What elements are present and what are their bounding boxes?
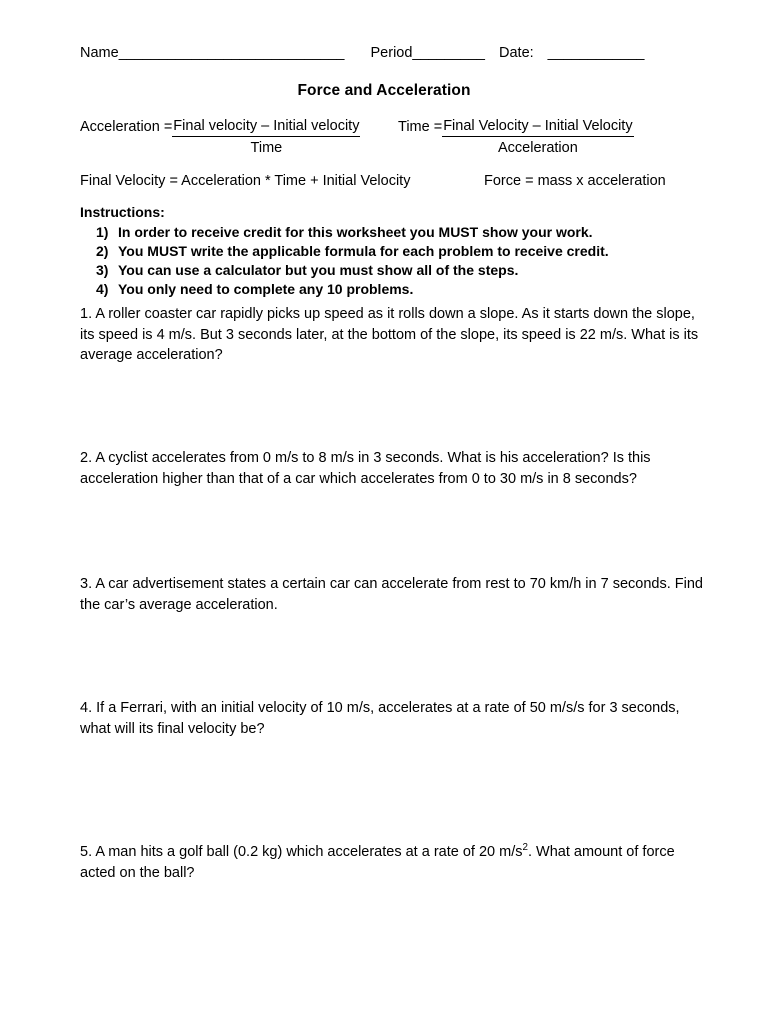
final-velocity-formula: Final Velocity = Acceleration * Time + Initial Velocity: [80, 173, 411, 189]
page-title: Force and Acceleration: [297, 82, 471, 99]
instruction-marker: 3): [96, 262, 109, 278]
date-label: Date:: [499, 45, 534, 61]
force-formula: Force = mass x acceleration: [484, 173, 666, 189]
period-label: Period: [370, 45, 413, 61]
instructions-heading: Instructions:: [80, 204, 165, 220]
problem-5: [80, 842, 712, 883]
time-formula-lead: Time =: [398, 119, 443, 135]
instruction-text: You can use a calculator but you must show all of the steps.: [118, 262, 519, 278]
acceleration-fraction: [172, 117, 360, 158]
problem-1-text: 1. A roller coaster car rapidly picks up speed as it rolls down a slope. As it starts down the slope, its speed is 4 m/s. But 3 seconds later, at the bottom of the slope, its speed is 22 m/s. What is its average acceleration?: [80, 306, 699, 363]
instruction-text: You MUST write the applicable formula for each problem to receive credit.: [118, 243, 609, 259]
problem-1: [80, 304, 712, 366]
period-blank[interactable]: _________: [412, 45, 485, 61]
instructions-block: [80, 203, 700, 299]
problem-5-text-before-superscript: 5. A man hits a golf ball (0.2 kg) which accelerates at a rate of 20 m/s: [80, 844, 523, 860]
name-label: Name: [80, 45, 119, 61]
instruction-item-3: [80, 261, 700, 280]
time-numerator: Final Velocity – Initial Velocity: [442, 117, 633, 137]
problem-5-superscript: 2: [522, 842, 528, 854]
name-blank[interactable]: ____________________________: [118, 45, 345, 61]
instruction-text: You only need to complete any 10 problems.: [118, 281, 414, 297]
formula-row-fractions: [80, 117, 700, 157]
problem-3: [80, 574, 708, 615]
acceleration-formula: [80, 117, 360, 158]
problem-2-text: 2. A cyclist accelerates from 0 m/s to 8 m/s in 3 seconds. What is his acceleration? Is this acceleration higher than that of a car which accelerates from 0 to 30 m/s in 8 seconds?: [80, 450, 651, 487]
date-blank[interactable]: ____________: [547, 45, 645, 61]
instruction-marker: 2): [96, 243, 109, 259]
time-denominator: Acceleration: [497, 140, 578, 156]
instruction-marker: 1): [96, 224, 109, 240]
instruction-item-1: [80, 223, 700, 242]
problem-3-text: 3. A car advertisement states a certain car can accelerate from rest to 70 km/h in 7 seconds. Find the car’s average acceleration.: [80, 576, 703, 613]
problem-4: [80, 698, 714, 739]
instruction-item-4: [80, 280, 700, 299]
problem-5-text: [80, 842, 712, 883]
instruction-marker: 4): [96, 281, 109, 297]
student-info-line: [80, 44, 700, 63]
problem-2: [80, 448, 688, 489]
acceleration-numerator: Final velocity – Initial velocity: [172, 117, 360, 137]
problem-5-text-after-superscript: . What amount of force acted on the ball?: [80, 844, 675, 881]
acceleration-formula-lead: Acceleration =: [80, 119, 173, 135]
formula-row-linear: [80, 171, 700, 193]
instruction-item-2: [80, 242, 700, 261]
problem-4-text: 4. If a Ferrari, with an initial velocity of 10 m/s, accelerates at a rate of 50 m/s/s for 3 seconds, what will its final velocity be?: [80, 700, 680, 737]
time-formula: [398, 117, 634, 158]
acceleration-denominator: Time: [250, 140, 283, 156]
time-fraction: [442, 117, 633, 158]
instruction-text: In order to receive credit for this worksheet you MUST show your work.: [118, 224, 593, 240]
formula-reference-block: [80, 117, 700, 193]
